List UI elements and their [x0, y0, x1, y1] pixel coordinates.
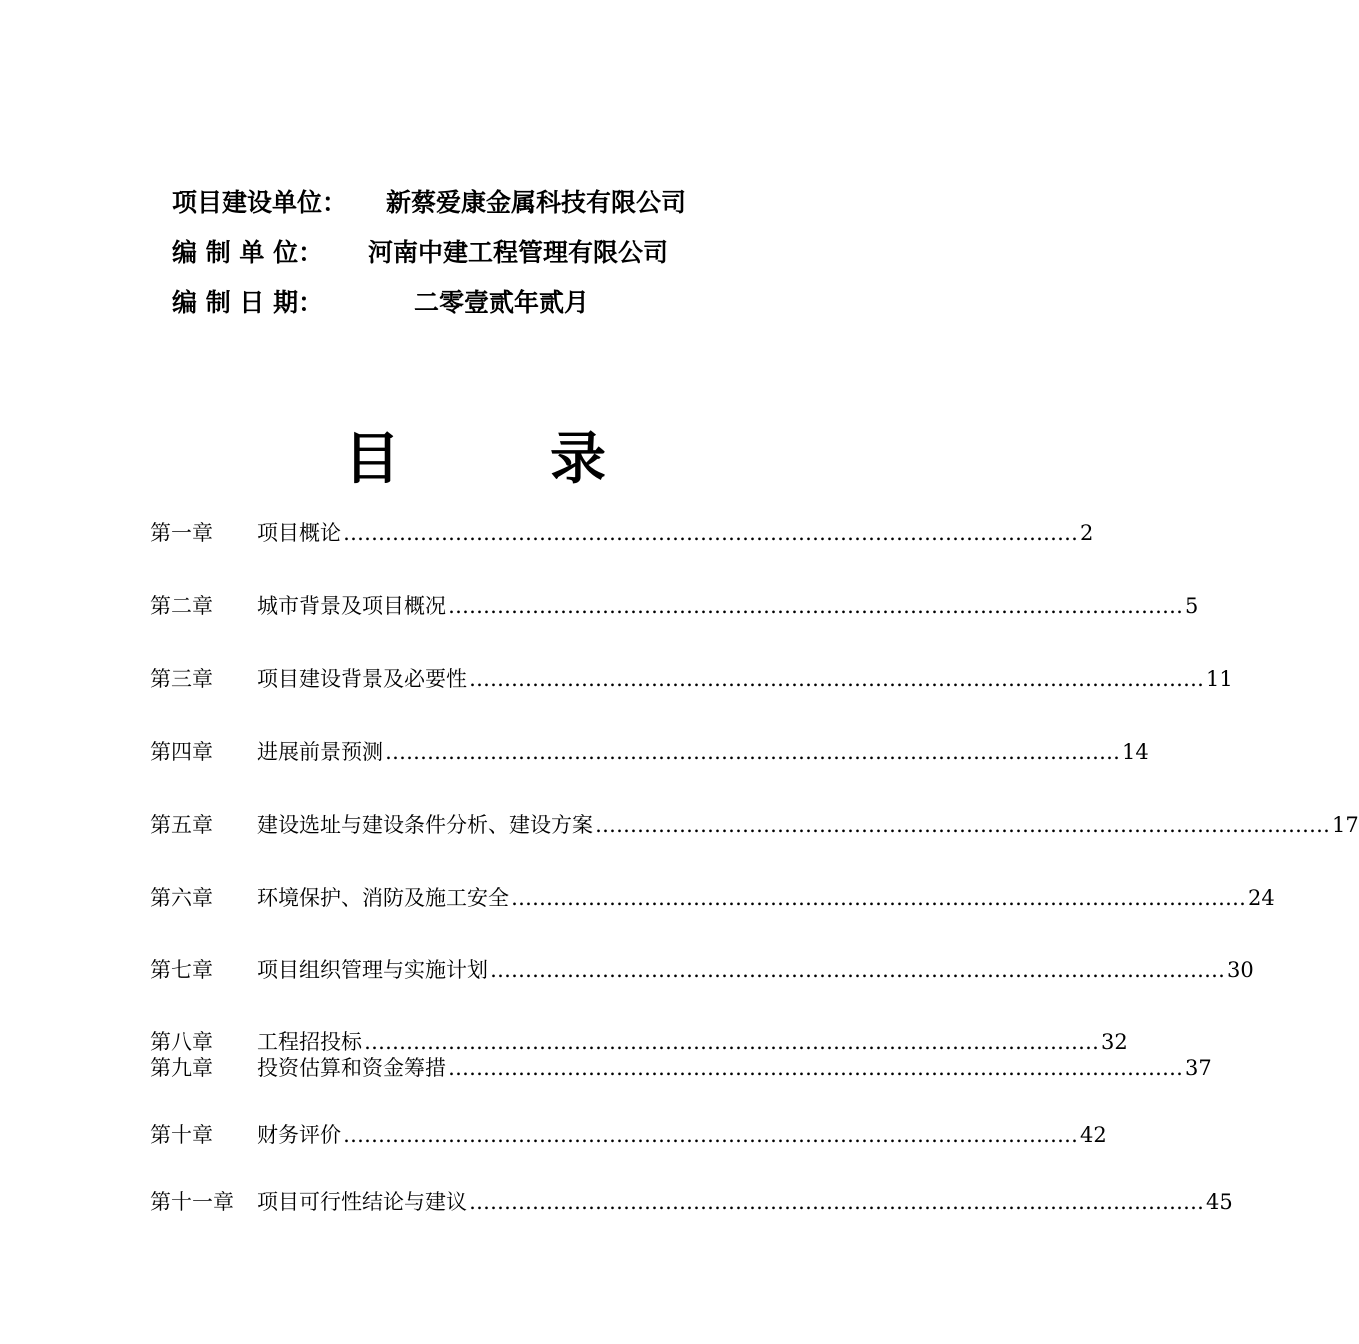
toc-chapter-title: 项目组织管理与实施计划	[257, 958, 488, 982]
toc-chapter-title: 财务评价	[257, 1123, 341, 1147]
toc-entry[interactable]	[150, 664, 1233, 694]
toc-dot-leader: ……………………………………………………………………………………………	[469, 1190, 1204, 1214]
toc-chapter-number: 第一章	[150, 521, 213, 545]
toc-chapter-title: 项目概论	[257, 521, 341, 545]
toc-chapter-title: 进展前景预测	[257, 740, 383, 764]
toc-page-number: 5	[1185, 594, 1199, 618]
compiler-unit-label: 编 制 单 位：	[172, 238, 324, 267]
toc-entry[interactable]	[150, 810, 1359, 840]
toc-chapter-number: 第六章	[150, 886, 213, 910]
construction-unit-label: 项目建设单位：	[172, 188, 348, 217]
toc-chapter-title: 环境保护、消防及施工安全	[257, 886, 509, 910]
toc-chapter-title: 城市背景及项目概况	[257, 594, 446, 618]
compile-date-label: 编 制 日 期：	[172, 288, 324, 317]
toc-dot-leader: ……………………………………………………………………………………………	[595, 813, 1330, 837]
toc-entry[interactable]	[150, 737, 1149, 767]
toc-chapter-number: 第九章	[150, 1056, 213, 1080]
toc-dot-leader: ……………………………………………………………………………………………	[490, 958, 1225, 982]
toc-chapter-title: 投资估算和资金筹措	[257, 1056, 446, 1080]
construction-unit-value: 新蔡爱康金属科技有限公司	[386, 188, 687, 217]
toc-chapter-title: 项目建设背景及必要性	[257, 667, 467, 691]
toc-chapter-number: 第十一章	[150, 1190, 234, 1214]
toc-dot-leader: ……………………………………………………………………………………………	[469, 667, 1204, 691]
toc-page-number: 32	[1101, 1030, 1128, 1054]
toc-chapter-number: 第三章	[150, 667, 213, 691]
toc-dot-leader: ……………………………………………………………………………………………	[385, 740, 1120, 764]
toc-page-number: 45	[1206, 1190, 1233, 1214]
toc-dot-leader: ……………………………………………………………………………………………	[511, 886, 1246, 910]
toc-dot-leader: ……………………………………………………………………………………………	[343, 1123, 1078, 1147]
toc-entry[interactable]	[150, 955, 1254, 985]
toc-page-number: 24	[1248, 886, 1275, 910]
toc-chapter-title: 项目可行性结论与建议	[257, 1190, 467, 1214]
toc-dot-leader: ……………………………………………………………………………………………	[448, 1056, 1183, 1080]
toc-chapter-number: 第八章	[150, 1030, 213, 1054]
toc-entry[interactable]	[150, 1120, 1107, 1150]
toc-entry[interactable]	[150, 591, 1199, 621]
toc-chapter-number: 第五章	[150, 813, 213, 837]
compiler-unit-value: 河南中建工程管理有限公司	[368, 238, 669, 267]
toc-entry[interactable]	[150, 1187, 1233, 1217]
toc-chapter-title: 建设选址与建设条件分析、建设方案	[257, 813, 593, 837]
toc-page-number: 17	[1332, 813, 1359, 837]
toc-page-number: 14	[1122, 740, 1149, 764]
toc-dot-leader: ……………………………………………………………………………………………	[343, 521, 1078, 545]
toc-chapter-number: 第七章	[150, 958, 213, 982]
toc-entry[interactable]	[150, 518, 1094, 548]
toc-page-number: 11	[1206, 667, 1233, 691]
toc-page-number: 2	[1080, 521, 1094, 545]
toc-chapter-number: 第十章	[150, 1123, 213, 1147]
toc-chapter-number: 第四章	[150, 740, 213, 764]
toc-entry[interactable]	[150, 1053, 1212, 1083]
toc-list	[150, 0, 1359, 1344]
toc-chapter-title: 工程招投标	[257, 1030, 362, 1054]
toc-page-number: 37	[1185, 1056, 1212, 1080]
toc-chapter-number: 第二章	[150, 594, 213, 618]
toc-page-number: 30	[1227, 958, 1254, 982]
toc-dot-leader: ……………………………………………………………………………………………	[448, 594, 1183, 618]
toc-page-number: 42	[1080, 1123, 1107, 1147]
toc-entry[interactable]	[150, 883, 1275, 913]
compile-date-value: 二零壹贰年贰月	[414, 288, 590, 317]
toc-title: 目录	[344, 427, 756, 492]
toc-dot-leader: ……………………………………………………………………………………………	[364, 1030, 1099, 1054]
